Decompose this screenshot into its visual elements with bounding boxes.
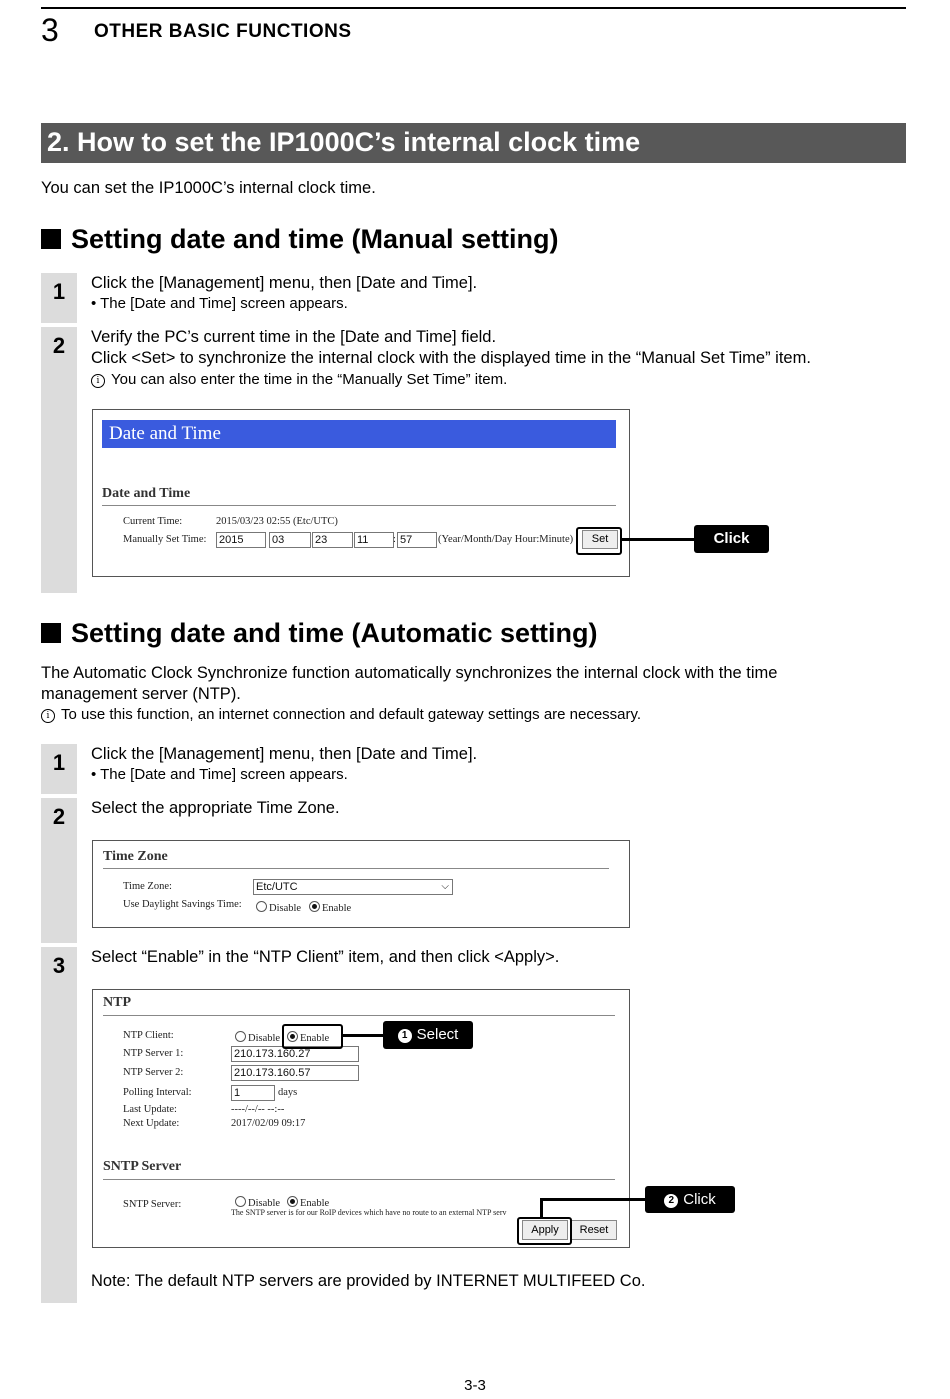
radio-selected-icon[interactable] [287, 1196, 298, 1207]
radio-icon[interactable] [235, 1031, 246, 1042]
select-callout-text: Select [416, 1026, 459, 1043]
automatic-heading [41, 617, 598, 649]
radio-icon[interactable] [256, 901, 267, 912]
day-field[interactable]: 23 [312, 532, 353, 548]
polling-interval-label: Polling Interval: [123, 1087, 192, 1098]
divider [102, 505, 616, 506]
step-number: 3 [52, 953, 66, 978]
ntp-server2-label: NTP Server 2: [123, 1067, 184, 1078]
step-note [91, 370, 507, 389]
step-text: Select the appropriate Time Zone. [91, 799, 340, 817]
hour-field[interactable]: 11 [354, 532, 394, 548]
disable-label: Disable [248, 1033, 281, 1044]
time-zone-value: Etc/UTC [256, 881, 298, 893]
sntp-enable-option[interactable] [287, 1195, 329, 1209]
date-time-screen [92, 409, 630, 577]
step-number: 2 [52, 333, 66, 358]
polling-interval-field[interactable]: 1 [231, 1085, 275, 1101]
time-zone-title: Time Zone [103, 849, 168, 864]
last-update-value: ----/--/-- --:-- [231, 1104, 285, 1115]
divider [103, 1015, 615, 1016]
ntp-client-label: NTP Client: [123, 1030, 174, 1041]
dst-enable-option[interactable] [309, 900, 351, 914]
step-marker: 1 [398, 1029, 412, 1043]
info-icon: i [91, 374, 105, 388]
disable-label: Disable [248, 1198, 281, 1209]
format-hint: (Year/Month/Day Hour:Minute) [438, 534, 574, 545]
footnote: Note: The default NTP servers are provided by INTERNET MULTIFEED Co. [91, 1272, 646, 1290]
reset-button[interactable]: Reset [571, 1220, 617, 1240]
step-subtext: • The [Date and Time] screen appears. [91, 295, 348, 312]
automatic-desc: The Automatic Clock Synchronize function automatically synchronizes the internal clock with the time [41, 664, 778, 682]
enable-label: Enable [300, 1033, 330, 1044]
square-bullet-icon [41, 623, 61, 643]
automatic-note [41, 705, 641, 724]
step-text: Click the [Management] menu, then [Date and Time]. [91, 274, 478, 292]
manual-heading-text: Setting date and time (Manual setting) [71, 224, 559, 254]
step-number: 1 [52, 750, 66, 775]
section-intro: You can set the IP1000C’s internal clock time. [41, 179, 376, 197]
step-subtext: • The [Date and Time] screen appears. [91, 766, 348, 783]
click-callout: Click [694, 525, 769, 553]
sntp-disable-option[interactable] [235, 1195, 280, 1209]
month-field[interactable]: 03 [269, 532, 311, 548]
radio-selected-icon[interactable] [309, 901, 320, 912]
step-marker: 2 [664, 1194, 678, 1208]
set-button-highlight [576, 527, 622, 555]
step-text: Verify the PC’s current time in the [Date and Time] field. [91, 328, 497, 346]
minute-field[interactable]: 57 [397, 532, 437, 548]
callout-line [621, 538, 695, 541]
step-text: Select “Enable” in the “NTP Client” item, and then click <Apply>. [91, 948, 560, 966]
ntp-server1-field[interactable]: 210.173.160.27 [231, 1046, 359, 1062]
ntp-server2-field[interactable]: 210.173.160.57 [231, 1065, 359, 1081]
divider [103, 1179, 615, 1180]
sntp-title: SNTP Server [103, 1159, 182, 1174]
date-time-title: Date and Time [102, 486, 191, 501]
click-callout-text: Click [683, 1191, 716, 1208]
section-title: 2. How to set the IP1000C’s internal clock time [47, 127, 641, 157]
disable-label: Disable [269, 903, 302, 914]
next-update-value: 2017/02/09 09:17 [231, 1118, 306, 1129]
dst-label: Use Daylight Savings Time: [123, 899, 242, 910]
current-time-value: 2015/03/23 02:55 (Etc/UTC) [216, 516, 338, 527]
callout-line [540, 1198, 647, 1201]
step-number: 1 [52, 279, 66, 304]
ntp-title: NTP [103, 995, 131, 1010]
click-callout-2 [645, 1186, 735, 1213]
chevron-down-icon: ⌵ [441, 881, 449, 892]
chapter-title: OTHER BASIC FUNCTIONS [94, 21, 352, 42]
info-icon: i [41, 709, 55, 723]
current-time-label: Current Time: [123, 516, 183, 527]
time-colon: : [393, 534, 396, 545]
step-note-text: You can also enter the time in the “Manually Set Time” item. [111, 371, 508, 388]
callout-line [341, 1034, 385, 1037]
year-field[interactable]: 2015 [216, 532, 266, 548]
ntp-server1-label: NTP Server 1: [123, 1048, 184, 1059]
polling-interval-unit: days [278, 1087, 298, 1098]
time-zone-screen [92, 840, 630, 928]
chapter-number: 3 [41, 12, 59, 48]
enable-label: Enable [300, 1198, 330, 1209]
automatic-heading-text: Setting date and time (Automatic setting) [71, 618, 598, 648]
section-title-bar [41, 123, 906, 163]
step-text: Click the [Management] menu, then [Date and Time]. [91, 745, 478, 763]
apply-button[interactable]: Apply [522, 1220, 568, 1240]
square-bullet-icon [41, 229, 61, 249]
automatic-note-text: To use this function, an internet connection and default gateway settings are necessary. [61, 706, 642, 723]
next-update-label: Next Update: [123, 1118, 180, 1129]
manual-heading [41, 223, 559, 255]
last-update-label: Last Update: [123, 1104, 177, 1115]
time-zone-select[interactable] [253, 879, 453, 895]
step-bar [41, 947, 77, 1303]
sntp-server-label: SNTP Server: [123, 1199, 182, 1210]
radio-icon[interactable] [235, 1196, 246, 1207]
header-rule [41, 7, 906, 9]
step-bar [41, 327, 77, 593]
banner-text: Date and Time [109, 423, 221, 444]
set-button[interactable]: Set [582, 530, 618, 549]
step-number: 2 [52, 804, 66, 829]
select-callout [383, 1021, 473, 1049]
sntp-note: The SNTP server is for our RoIP devices which have no route to an external NTP serv [231, 1208, 507, 1217]
automatic-desc-2: management server (NTP). [41, 685, 241, 703]
ntp-disable-option[interactable] [235, 1030, 280, 1044]
dst-disable-option[interactable] [256, 900, 301, 914]
date-time-banner [102, 420, 616, 448]
manual-time-label: Manually Set Time: [123, 534, 207, 545]
enable-highlight [282, 1024, 343, 1049]
enable-label: Enable [322, 903, 352, 914]
ntp-screen [92, 989, 630, 1248]
divider [103, 868, 609, 869]
page-number: 3-3 [464, 1377, 486, 1394]
apply-highlight [517, 1217, 572, 1245]
time-zone-label: Time Zone: [123, 881, 172, 892]
step-text-2: Click <Set> to synchronize the internal clock with the displayed time in the “Manual Set Time” item. [91, 349, 811, 367]
callout-line [540, 1198, 543, 1218]
